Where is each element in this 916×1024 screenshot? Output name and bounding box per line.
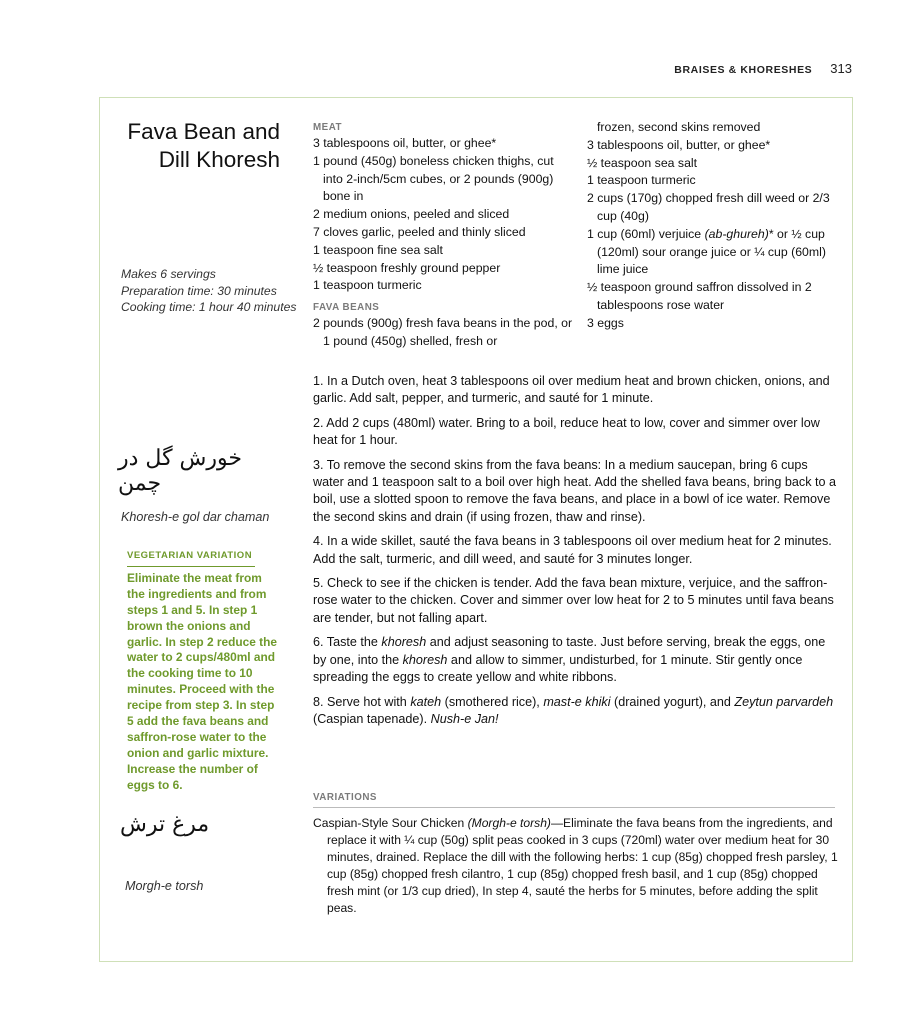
vegetarian-variation [127, 547, 277, 794]
ingredient-verjuice: 1 cup (60ml) verjuice (ab-ghureh)* or ½ cup (120ml) sour orange juice or ¼ cup (60ml) lime juice [587, 226, 826, 277]
variation-transliteration: Morgh-e torsh [125, 879, 204, 893]
servings: Makes 6 servings [121, 267, 216, 281]
variation-text: Caspian-Style Sour Chicken (Morgh-e torsh)—Eliminate the fava beans from the ingredients, and replace it with ¼ cup (50g) split peas cooked in 3 cups (720ml) water over medium heat for 30 minutes, drained. Replace the dill with the following herbs: 1 cup (85g) chopped fresh parsley, 1 cup (85g) chopped fresh cilantro, 1 cup (85g) chopped fresh basil, and 1 cup (85g) chopped fresh mint (or 1/3 cup dried), In step 4, sauté the herbs for 5 minutes, before adding the split peas. [313, 816, 838, 916]
title-line: Dill Khoresh [158, 147, 280, 172]
recipe-title [108, 118, 280, 174]
ingredient: 1 teaspoon fine sea salt [313, 242, 443, 257]
meat-heading: MEAT [313, 122, 343, 133]
step: 2. Add 2 cups (480ml) water. Bring to a boil, reduce heat to low, cover and simmer over low heat for 1 hour. [313, 415, 820, 448]
vegetarian-title: VEGETARIAN VARIATION [127, 548, 255, 567]
recipe-meta [121, 266, 306, 316]
step: 4. In a wide skillet, sauté the fava beans in 3 tablespoons oil over medium heat for 2 minutes. Add the salt, turmeric, and dill weed, and sauté for 3 minutes longer. [313, 534, 832, 566]
ingredient: ½ teaspoon ground saffron dissolved in 2 tablespoons rose water [587, 280, 812, 312]
section-title: BRAISES & KHORESHES [674, 64, 813, 76]
persian-variation-name: مرغ ترش [120, 812, 210, 837]
ingredient: 3 eggs [587, 315, 624, 330]
variations-heading: VARIATIONS [313, 792, 835, 808]
ingredient: 7 cloves garlic, peeled and thinly sliced [313, 224, 526, 239]
running-head [674, 61, 852, 76]
step: 8. Serve hot with kateh (smothered rice), mast-e khiki (drained yogurt), and Zeytun parvardeh (Caspian tapenade). Nush-e Jan! [313, 694, 834, 726]
ingredients-right [587, 119, 837, 333]
ingredient: 2 cups (170g) chopped fresh dill weed or 2/3 cup (40g) [587, 191, 830, 223]
recipe-steps [313, 373, 838, 735]
ingredient: 3 tablespoons oil, butter, or ghee* [587, 137, 771, 152]
dish-transliteration: Khoresh-e gol dar chaman [121, 510, 270, 524]
prep-time: Preparation time: 30 minutes [121, 283, 277, 298]
cook-time: Cooking time: 1 hour 40 minutes [121, 300, 297, 314]
ingredient: ½ teaspoon sea salt [587, 155, 698, 170]
page-number: 313 [830, 61, 852, 76]
fava-heading: FAVA BEANS [313, 302, 380, 314]
title-line: Fava Bean and [127, 119, 280, 144]
ingredient: 1 teaspoon turmeric [587, 173, 696, 188]
vegetarian-text: Eliminate the meat from the ingredients and from steps 1 and 5. In step 1 brown the onions and garlic. In step 2 reduce the water to 2 cups/480ml and the cooking time to 10 minutes. Proceed with the recipe from step 3. In step 5 add the fava beans and saffron-rose water to the onion and garlic mixture. Increase the number of eggs to 6. [127, 570, 278, 792]
ingredient: 3 tablespoons oil, butter, or ghee* [313, 136, 497, 150]
step: 6. Taste the khoresh and adjust seasoning to taste. Just before serving, break the eggs, one by one, into the khoresh and allow to simmer, undisturbed, for 1 minute. Stir gently once spreading the eggs to create yellow and white ribbons. [313, 635, 826, 685]
ingredient: 2 medium onions, peeled and sliced [313, 207, 510, 222]
ingredients-left [313, 121, 575, 351]
ingredient-continued: frozen, second skins removed [597, 120, 761, 134]
step: 5. Check to see if the chicken is tender. Add the fava bean mixture, verjuice, and the saffron-rose water to the chicken. Cover and simmer over low heat for 2 to 5 minutes until fava beans are tender, but not falling apart. [313, 576, 834, 625]
step: 3. To remove the second skins from the fava beans: In a medium saucepan, bring 6 cups water and 1 teaspoon salt to a boil over high heat. Add the shelled fava beans, bring back to a boil, use a slotted spoon to remove the fava beans, and place in a bowl of ice water. Remove the second skins and drain (if using frozen, thaw and rinse). [313, 457, 836, 524]
ingredient: 1 pound (450g) boneless chicken thighs, cut into 2-inch/5cm cubes, or 2 pounds (900g) bone in [313, 153, 554, 204]
ingredient: 1 teaspoon turmeric [313, 278, 422, 293]
step: 1. In a Dutch oven, heat 3 tablespoons oil over medium heat and brown chicken, onions, and garlic. Add salt, pepper, and turmeric, and sauté for 1 minute. [313, 374, 830, 406]
persian-dish-name: خورش گل در چمن [118, 446, 242, 496]
ingredient: 2 pounds (900g) fresh fava beans in the pod, or 1 pound (450g) shelled, fresh or [313, 316, 573, 348]
ingredient: ½ teaspoon freshly ground pepper [313, 260, 501, 275]
